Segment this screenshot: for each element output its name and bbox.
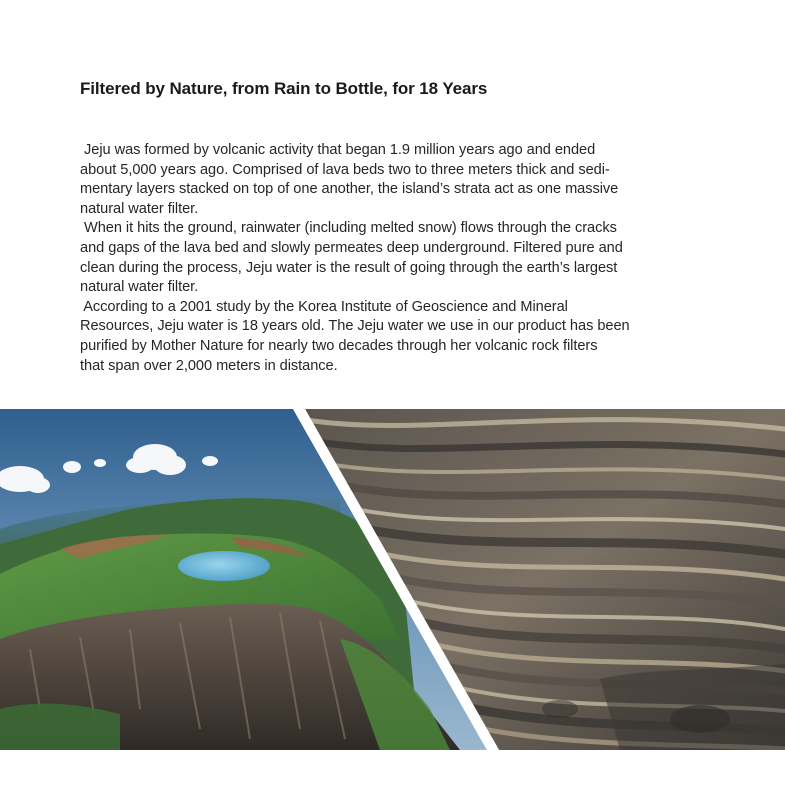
body-line: purified by Mother Nature for nearly two decades through her volcanic rock filters bbox=[80, 337, 598, 354]
body-line: and gaps of the lava bed and slowly permeates deep underground. Filtered pure and bbox=[80, 239, 623, 256]
body-line: When it hits the ground, rainwater (including melted snow) flows through the cracks bbox=[80, 220, 617, 237]
body-line: clean during the process, Jeju water is the result of going through the earth’s largest bbox=[80, 259, 618, 276]
lake bbox=[178, 551, 270, 581]
body-line: natural water filter. bbox=[80, 279, 199, 296]
body-line: mentary layers stacked on top of one another, the island’s strata act as one massive bbox=[80, 181, 619, 198]
article-body bbox=[80, 141, 730, 376]
photo-strip bbox=[0, 409, 785, 750]
body-line: According to a 2001 study by the Korea Institute of Geoscience and Mineral bbox=[80, 298, 568, 315]
body-line: natural water filter. bbox=[80, 200, 199, 217]
body-line: about 5,000 years ago. Comprised of lava beds two to three meters thick and sedi- bbox=[80, 161, 610, 178]
body-line: Jeju was formed by volcanic activity that began 1.9 million years ago and ended bbox=[80, 142, 596, 158]
body-line: that span over 2,000 meters in distance. bbox=[80, 357, 338, 374]
body-line: Resources, Jeju water is 18 years old. The Jeju water we use in our product has been bbox=[80, 318, 630, 335]
article-title: Filtered by Nature, from Rain to Bottle, for 18 Years bbox=[80, 79, 488, 98]
